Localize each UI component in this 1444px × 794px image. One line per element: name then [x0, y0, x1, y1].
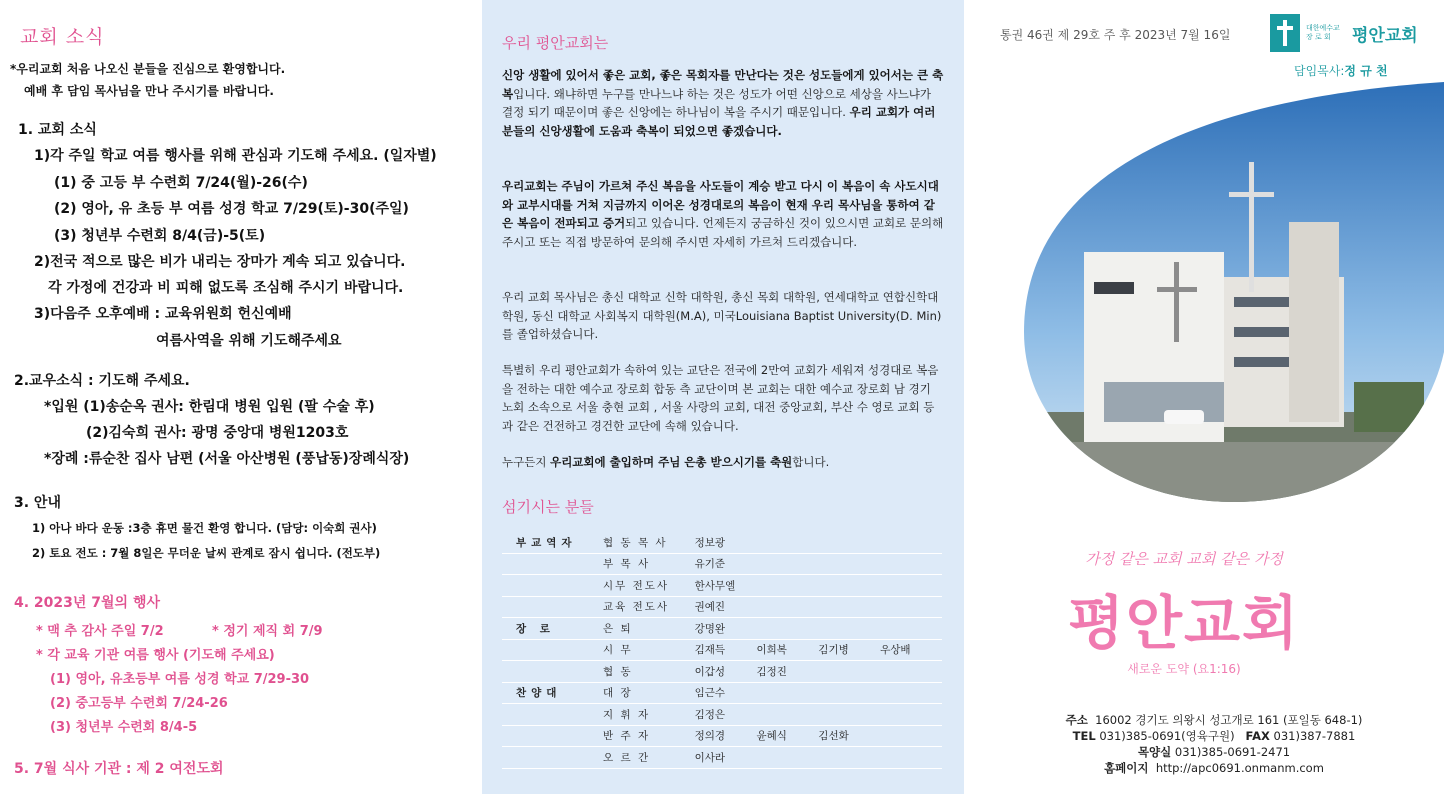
church-slogan: 가정 같은 교회 교회 같은 가정 [1085, 550, 1283, 568]
section-notice: 3. 안내 [14, 495, 61, 511]
news-item-3b: 여름사역을 위해 기도해주세요 [156, 333, 342, 349]
member-news-c: *장례 :류순찬 집사 남편 (서울 아산병원 (풍납동)장례식장) [44, 451, 410, 467]
staff-name [818, 682, 880, 704]
staff-name [818, 704, 880, 726]
staff-row [502, 575, 942, 597]
phone-line [1034, 728, 1394, 744]
staff-name: 정의경 [695, 725, 757, 747]
about-paragraph-4: 특별히 우리 평안교회가 속하여 있는 교단은 전국에 2만여 교회가 세워져 성경대로 복음을 전하는 대한 예수교 장로회 합동 측 교단이며 본 교회는 대한 예수교 장로회 남 경기 노회 소속으로 서울 충현 교회 , 서울 사랑의 교회, 대전 중앙교회, 부산 수 영로 교회 등과 같은 건전하고 경건한 교단에 속해 있습니다. [502, 363, 939, 433]
homepage-link[interactable]: http://apc0691.onmanm.com [1155, 761, 1324, 775]
staff-name [756, 553, 818, 575]
church-building-photo [1024, 82, 1444, 502]
address-value: 16002 경기도 의왕시 성고개로 161 (포일동 648-1) [1095, 713, 1363, 727]
homepage-label: 홈페이지 [1104, 761, 1149, 775]
staff-row [502, 661, 942, 683]
staff-name [756, 596, 818, 618]
staff-name: 우상배 [880, 639, 942, 661]
issue-info: 통권 46권 제 29호 주 후 2023년 7월 16일 [1000, 28, 1231, 42]
staff-name [880, 682, 942, 704]
about-p5-bold: 우리교회에 출입하며 주님 은총 받으시기를 축원 [550, 455, 793, 469]
notice-1: 1) 아나 바다 운동 :3층 휴면 물건 환영 합니다. (담당: 이숙희 권사) [32, 521, 377, 535]
staff-role [502, 575, 603, 597]
staff-name [818, 575, 880, 597]
church-logo [1270, 14, 1418, 52]
cover-panel [964, 0, 1444, 794]
about-p2-text: 되고 있습니다. 언제든지 궁금하신 것이 있으시면 교회로 문의해 주시고 또는 직접 방문하여 문의해 주시면 자세히 가르쳐 드리겠습니다. [502, 216, 944, 249]
staff-position: 협 동 목 사 [603, 532, 695, 553]
staff-name [818, 553, 880, 575]
staff-position: 대 장 [603, 682, 695, 704]
event-summer: * 각 교육 기관 여름 행사 (기도해 주세요) [36, 648, 275, 663]
about-p1-bold2: 우리 교회가 여러분들의 신앙생활에 도움과 축복이 되었으면 좋겠습니다. [502, 105, 936, 138]
event-summer-a: (1) 영아, 유초등부 여름 성경 학교 7/29-30 [50, 672, 310, 687]
about-p2-bold: 우리교회는 주님이 가르쳐 주신 복음을 사도들이 계승 받고 다시 이 복음이 속 사도시대와 교부시대를 거쳐 지금까지 이어온 성경대로의 복음이 현재 우리 목사님을 통하여 같은 복음이 전파되고 증거 [502, 179, 939, 230]
staff-name: 이갑성 [695, 661, 757, 683]
fax-value: 031)387-7881 [1273, 729, 1356, 743]
staff-name: 유기준 [695, 553, 757, 575]
office-value: 031)385-0691-2471 [1174, 745, 1291, 759]
section-july-events: 4. 2023년 7월의 행사 [14, 595, 161, 611]
logo-church-name: 평안교회 [1352, 25, 1418, 46]
staff-name: 윤혜식 [756, 725, 818, 747]
member-news-a: *입원 (1)송순옥 권사: 한림대 병원 입원 (팔 수술 후) [44, 399, 375, 415]
staff-role [502, 661, 603, 683]
staff-name: 한사무엘 [695, 575, 757, 597]
staff-name: 김기병 [818, 639, 880, 661]
welcome-line-2: 예배 후 담임 목사님을 만나 주시기를 바랍니다. [24, 84, 274, 98]
news-item-3: 3)다음주 오후예배 : 교육위원회 헌신예배 [34, 306, 292, 322]
news-item-1: 1)각 주일 학교 여름 행사를 위해 관심과 기도해 주세요. (일자별) [34, 148, 437, 164]
staff-row [502, 596, 942, 618]
staff-name: 김선화 [818, 725, 880, 747]
staff-name [818, 618, 880, 640]
staff-name [756, 704, 818, 726]
event-summer-b: (2) 중고등부 수련회 7/24-26 [50, 696, 228, 711]
news-item-1b: (2) 영아, 유 초등 부 여름 성경 학교 7/29(토)-30(주일) [54, 201, 409, 217]
section-meal-group: 5. 7월 식사 기관 : 제 2 여전도회 [14, 761, 224, 777]
about-p1-bold: 신앙 생활에 있어서 좋은 교회, 좋은 목회자를 만난다는 것은 성도들에게 있어서는 큰 축복 [502, 68, 944, 101]
staff-name [880, 532, 942, 553]
news-item-1a: (1) 중 고등 부 수련회 7/24(월)-26(수) [54, 175, 308, 191]
about-p5-a: 누구든지 [502, 455, 551, 469]
staff-name [818, 596, 880, 618]
section-member-news: 2.교우소식 : 기도해 주세요. [14, 373, 190, 389]
staff-name [756, 575, 818, 597]
staff-role: 찬양대 [502, 682, 603, 704]
staff-name [880, 553, 942, 575]
pastor-name: 정 규 천 [1344, 64, 1388, 78]
staff-row [502, 725, 942, 747]
staff-role: 장 로 [502, 618, 603, 640]
tel-value: 031)385-0691(영육구원) [1099, 729, 1235, 743]
about-p5-c: 합니다. [792, 455, 830, 469]
staff-table [502, 532, 942, 769]
staff-name: 이희복 [756, 639, 818, 661]
office-label: 목양실 [1137, 745, 1172, 759]
staff-row [502, 639, 942, 661]
staff-name [880, 661, 942, 683]
logo-denomination: 대한예수교 장 로 회 [1306, 24, 1340, 41]
fax-label: FAX [1245, 729, 1270, 743]
staff-name [880, 747, 942, 769]
staff-position: 은 퇴 [603, 618, 695, 640]
staff-role [502, 747, 603, 769]
staff-position: 시 무 [603, 639, 695, 661]
staff-role [502, 639, 603, 661]
about-paragraph-5 [502, 453, 944, 472]
about-title: 우리 평안교회는 [502, 34, 609, 52]
staff-role [502, 725, 603, 747]
notice-2: 2) 토요 전도 : 7월 8일은 무더운 날씨 관계로 잠시 쉽니다. (전도부) [32, 546, 381, 560]
staff-name: 이사라 [695, 747, 757, 769]
event-council: * 정기 제직 회 7/9 [212, 624, 323, 639]
senior-pastor [1294, 62, 1388, 79]
staff-name: 정보광 [695, 532, 757, 553]
about-p1-text: 입니다. 왜냐하면 누구를 만나느냐 하는 것은 성도가 어떤 신앙으로 세상을 사느냐가 결정 되기 때문이며 좋은 신앙에는 하나님이 복을 주시기 때문입니다. [502, 86, 932, 119]
staff-name [756, 682, 818, 704]
staff-name [880, 618, 942, 640]
staff-position: 지 휘 자 [603, 704, 695, 726]
staff-row [502, 682, 942, 704]
staff-name [880, 596, 942, 618]
staff-position: 반 주 자 [603, 725, 695, 747]
staff-name [818, 661, 880, 683]
staff-name: 김재득 [695, 639, 757, 661]
staff-role [502, 553, 603, 575]
cross-logo-icon [1270, 14, 1300, 52]
news-item-2: 2)전국 적으로 많은 비가 내리는 장마가 계속 되고 있습니다. [34, 254, 406, 270]
staff-name [880, 725, 942, 747]
staff-name [756, 532, 818, 553]
staff-role [502, 596, 603, 618]
news-item-1c: (3) 청년부 수련회 8/4(금)-5(토) [54, 228, 266, 244]
staff-position: 시무 전도사 [603, 575, 695, 597]
homepage-line [1034, 760, 1394, 776]
tel-label: TEL [1072, 729, 1096, 743]
staff-name [756, 618, 818, 640]
staff-position: 오 르 간 [603, 747, 695, 769]
staff-name [756, 747, 818, 769]
staff-row [502, 704, 942, 726]
office-line [1034, 744, 1394, 760]
about-paragraph-2 [502, 177, 944, 251]
about-paragraph-1 [502, 66, 944, 140]
church-news-panel [0, 0, 480, 794]
staff-row [502, 747, 942, 769]
staff-role: 부교역자 [502, 532, 603, 553]
staff-name [818, 747, 880, 769]
address-label: 주소 [1065, 713, 1088, 727]
about-church-panel [482, 0, 964, 794]
staff-name: 김정은 [695, 704, 757, 726]
staff-role [502, 704, 603, 726]
event-summer-c: (3) 청년부 수련회 8/4-5 [50, 720, 198, 735]
staff-name [880, 704, 942, 726]
staff-name: 임근수 [695, 682, 757, 704]
staff-row [502, 618, 942, 640]
news-item-2b: 각 가정에 건강과 비 피해 없도록 조심해 주시기 바랍니다. [48, 280, 404, 296]
pastor-label: 담임목사: [1294, 64, 1345, 78]
staff-name [880, 575, 942, 597]
staff-name: 강명완 [695, 618, 757, 640]
news-title: 교회 소식 [20, 26, 105, 48]
church-verse: 새로운 도약 (요1:16) [1127, 662, 1241, 676]
event-thanksgiving: * 맥 추 감사 주일 7/2 [36, 624, 164, 639]
staff-name [818, 532, 880, 553]
staff-name: 권예진 [695, 596, 757, 618]
staff-row [502, 532, 942, 553]
address-line [1034, 712, 1394, 728]
staff-position: 협 동 [603, 661, 695, 683]
church-title: 평안교회 [1067, 589, 1301, 657]
staff-title: 섬기시는 분들 [502, 498, 594, 516]
staff-row [502, 553, 942, 575]
section-church-news: 1. 교회 소식 [18, 122, 97, 138]
staff-name: 김정진 [756, 661, 818, 683]
member-news-b: (2)김숙희 권사: 광명 중앙대 병원1203호 [86, 425, 349, 441]
about-paragraph-3: 우리 교회 목사님은 총신 대학교 신학 대학원, 총신 목회 대학원, 연세대학교 연합신학대학원, 동신 대학교 사회복지 대학원(M.A), 미국Louisiana Baptist University(D. Min)를 졸업하셨습니다. [502, 290, 942, 341]
staff-position: 부 목 사 [603, 553, 695, 575]
staff-position: 교육 전도사 [603, 596, 695, 618]
welcome-line-1: *우리교회 처음 나오신 분들을 진심으로 환영합니다. [10, 62, 286, 76]
